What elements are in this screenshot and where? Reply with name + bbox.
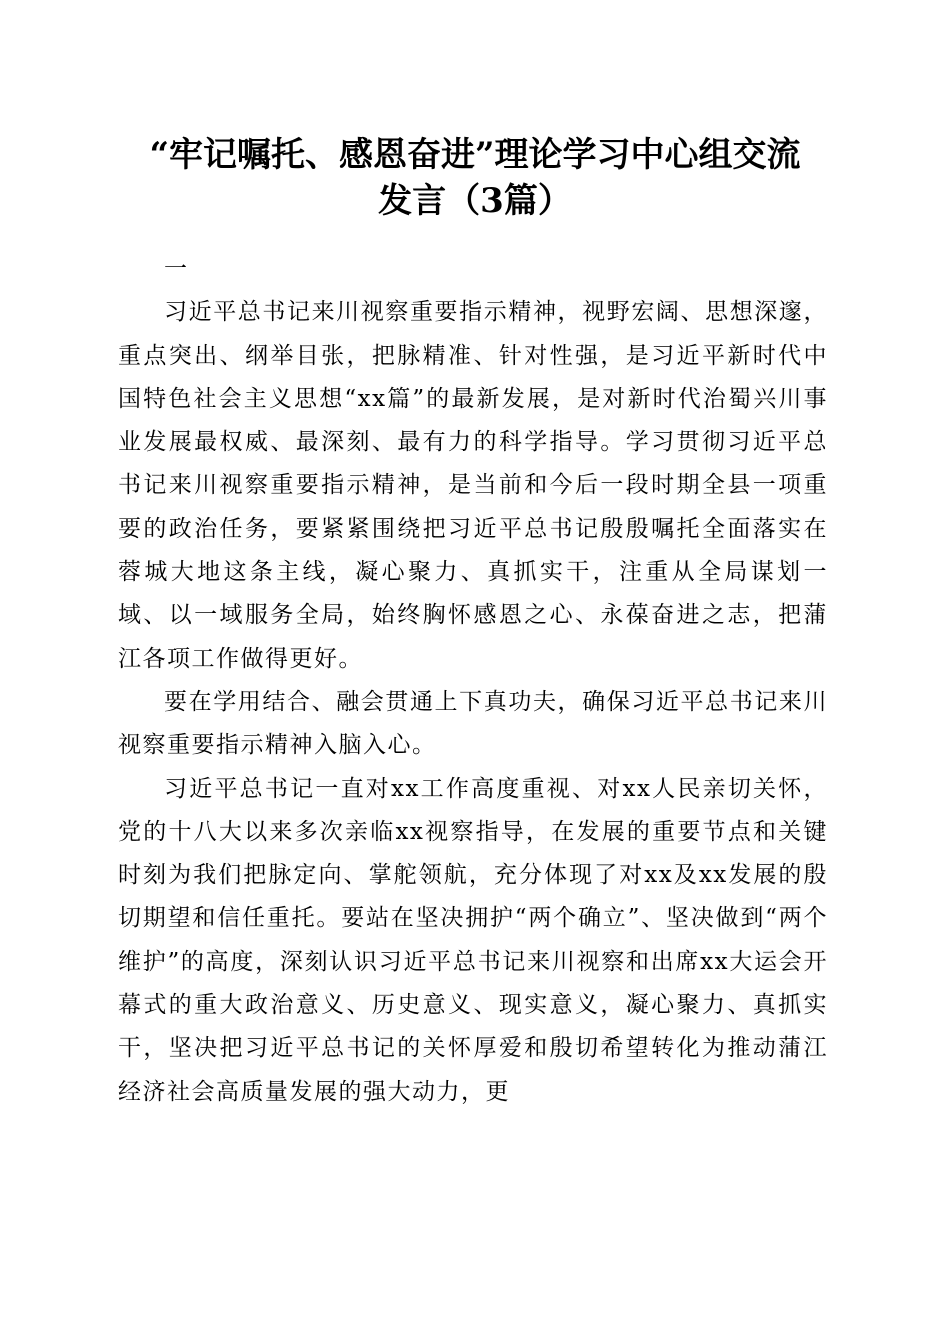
paragraph-1: 习近平总书记来川视察重要指示精神，视野宏阔、思想深邃，重点突出、纲举目张，把脉精准、针对性强，是习近平新时代中国特色社会主义思想“xx篇”的最新发展，是对新时代治蜀兴川事业发展最权威、最深刻、最有力的科学指导。学习贯彻习近平总书记来川视察重要指示精神，是当前和今后一段时期全县一项重要的政治任务，要紧紧围绕把习近平总书记殷殷嘱托全面落实在蓉城大地这条主线，凝心聚力、真抓实干，注重从全局谋划一域、以一域服务全局，始终胸怀感恩之心、永葆奋进之志，把蒲江各项工作做得更好。 bbox=[118, 299, 828, 672]
document-title bbox=[110, 132, 840, 224]
paragraph-3: 习近平总书记一直对xx工作高度重视、对xx人民亲切关怀，党的十八大以来多次亲临xx视察指导，在发展的重要节点和关键时刻为我们把脉定向、掌舵领航，充分体现了对xx及xx发展的殷切期望和信任重托。要站在坚决拥护“两个确立”、坚决做到“两个维护”的高度，深刻认识习近平总书记来川视察和出席xx大运会开幕式的重大政治意义、历史意义、现实意义，凝心聚力、真抓实干，坚决把习近平总书记的关怀厚爱和殷切希望转化为推动蒲江经济社会高质量发展的强大动力，更 bbox=[118, 775, 828, 1105]
section-number: 一 bbox=[164, 256, 189, 282]
document-body bbox=[118, 248, 828, 1114]
title-line-2: 发言（3篇） bbox=[378, 181, 572, 221]
paragraph-2: 要在学用结合、融会贯通上下真功夫，确保习近平总书记来川视察重要指示精神入脑入心。 bbox=[118, 688, 828, 759]
title-line-1: “牢记嘱托、感恩奋进”理论学习中心组交流 bbox=[149, 135, 801, 175]
